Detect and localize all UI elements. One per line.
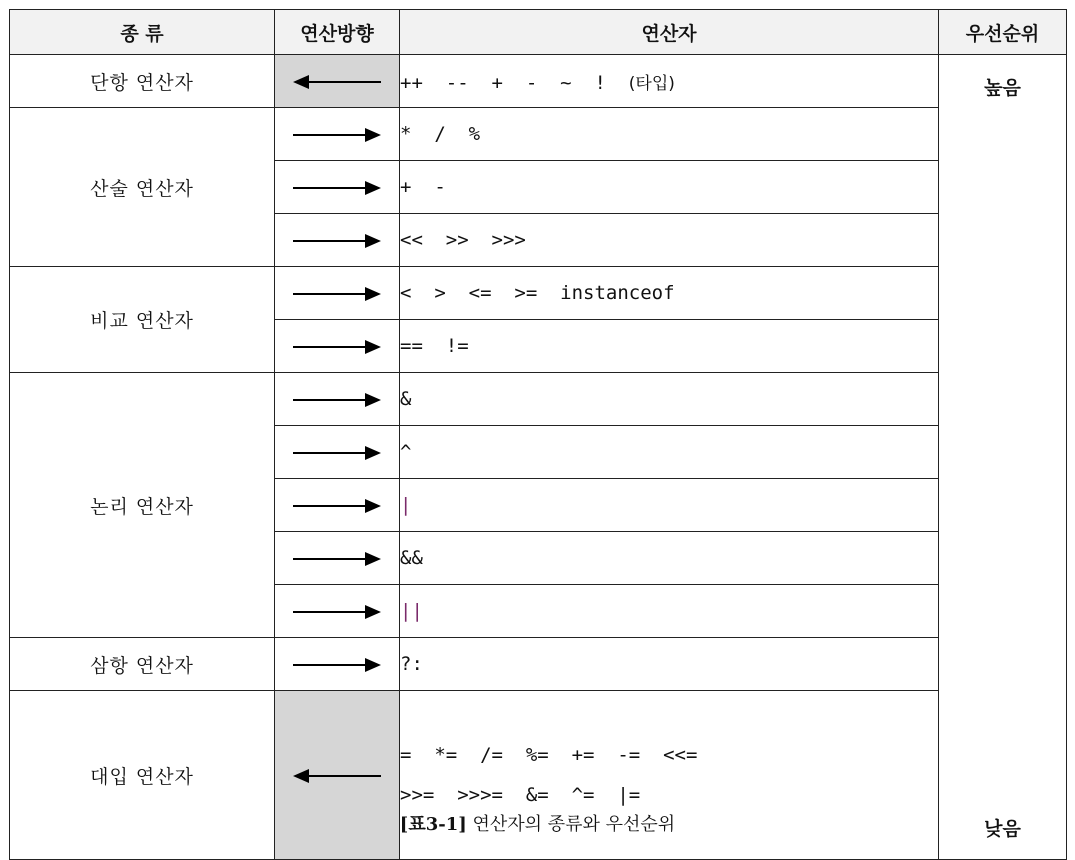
direction-right-arrow-icon xyxy=(275,214,400,267)
header-direction: 연산방향 xyxy=(275,10,400,55)
operators-cell: < > <= >= instanceof xyxy=(400,267,939,320)
operators-text: ++ -- + - ~ ! xyxy=(400,71,629,94)
table-row xyxy=(10,638,1067,691)
priority-low: 낮음 xyxy=(984,818,1021,840)
category-ternary: 삼항 연산자 xyxy=(10,638,275,691)
table-row xyxy=(10,108,1067,161)
direction-right-arrow-icon xyxy=(275,373,400,426)
direction-left-arrow-icon xyxy=(275,55,400,108)
direction-right-arrow-icon xyxy=(275,479,400,532)
operators-text: || xyxy=(400,600,423,622)
operators-cell: << >> >>> xyxy=(400,214,939,267)
operators-text: | xyxy=(400,494,412,516)
type-cast-text: (타입) xyxy=(628,73,675,94)
direction-right-arrow-icon xyxy=(275,320,400,373)
operators-cell xyxy=(400,479,939,532)
direction-right-arrow-icon xyxy=(275,161,400,214)
category-assignment: 대입 연산자 xyxy=(10,691,275,860)
caption-label: [표3-1] xyxy=(399,814,467,835)
operator-precedence-table xyxy=(9,9,1067,860)
operators-cell: * / % xyxy=(400,108,939,161)
header-operators: 연산자 xyxy=(400,10,939,55)
operators-cell xyxy=(400,585,939,638)
direction-right-arrow-icon xyxy=(275,638,400,691)
header-row xyxy=(10,10,1067,55)
direction-right-arrow-icon xyxy=(275,585,400,638)
table-row xyxy=(10,267,1067,320)
operators-cell: + - xyxy=(400,161,939,214)
priority-high: 높음 xyxy=(984,77,1021,99)
caption-text: 연산자의 종류와 우선순위 xyxy=(466,814,676,835)
direction-right-arrow-icon xyxy=(275,532,400,585)
category-logical: 논리 연산자 xyxy=(10,373,275,638)
operators-cell: == != xyxy=(400,320,939,373)
category-arithmetic: 산술 연산자 xyxy=(10,108,275,267)
operators-cell: ?: xyxy=(400,638,939,691)
table-row xyxy=(10,55,1067,108)
operators-cell xyxy=(400,55,939,108)
table-row xyxy=(10,373,1067,426)
operators-line-1: = *= /= %= += -= <<= xyxy=(400,744,698,766)
operators-cell: ^ xyxy=(400,426,939,479)
operators-line-2: >>= >>>= &= ^= |= xyxy=(400,784,641,806)
table-caption xyxy=(0,810,1075,836)
operators-cell: & xyxy=(400,373,939,426)
category-comparison: 비교 연산자 xyxy=(10,267,275,373)
direction-right-arrow-icon xyxy=(275,108,400,161)
header-category: 종 류 xyxy=(10,10,275,55)
priority-column xyxy=(939,55,1067,860)
header-priority: 우선순위 xyxy=(939,10,1067,55)
direction-right-arrow-icon xyxy=(275,267,400,320)
direction-right-arrow-icon xyxy=(275,426,400,479)
operators-cell: && xyxy=(400,532,939,585)
category-unary: 단항 연산자 xyxy=(10,55,275,108)
